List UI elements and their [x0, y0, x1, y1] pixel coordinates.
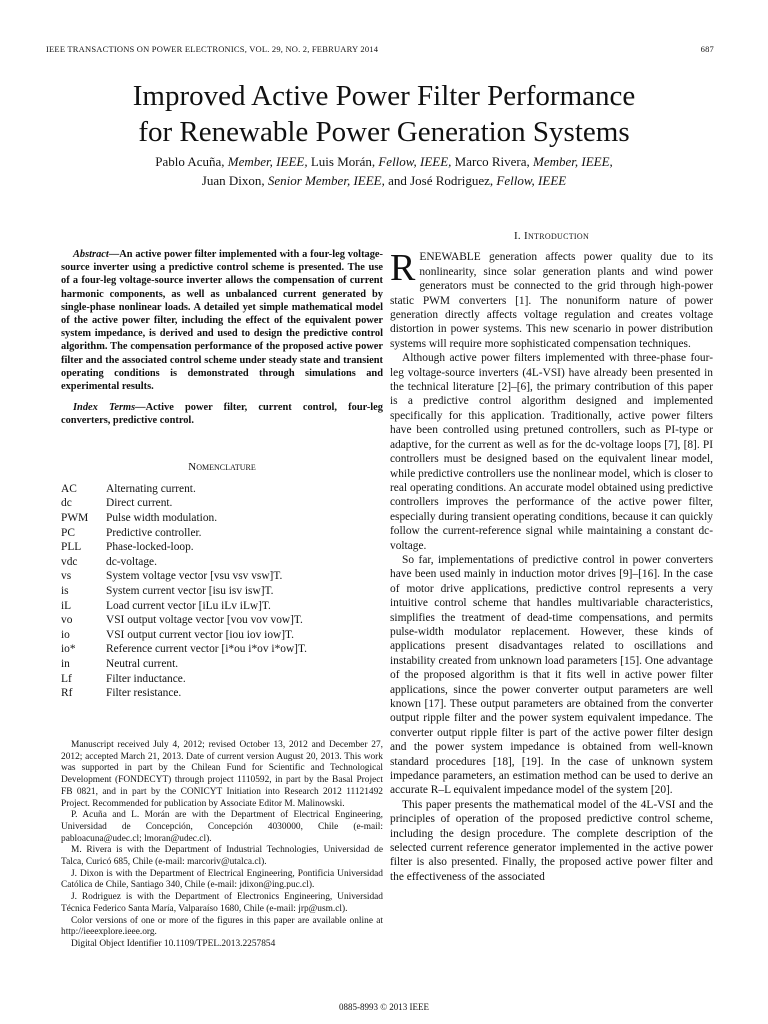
left-column — [61, 248, 383, 701]
author-name: and José Rodriguez, — [388, 173, 494, 188]
title-line-2: for Renewable Power Generation Systems — [138, 116, 630, 148]
author-role: Member, IEEE, — [227, 154, 308, 169]
nomenclature-description: System voltage vector [vsu vsv vsw]T. — [106, 570, 283, 583]
nomenclature-row — [61, 555, 307, 570]
abstract-label: Abstract — [73, 249, 109, 260]
paper-title — [0, 78, 768, 150]
nomenclature-row — [61, 686, 307, 701]
index-terms — [61, 401, 383, 427]
nomenclature-symbol: PLL — [61, 541, 82, 554]
nomenclature-row — [61, 569, 307, 584]
nomenclature-description: System current vector [isu isv isw]T. — [106, 585, 274, 597]
footnote: J. Dixon is with the Department of Electrical Engineering, Pontificia Universidad Católica de Chile, Santiago 340, Chile (e-mail: jdixon@ing.puc.cl). — [61, 868, 383, 891]
page-number: 687 — [700, 44, 714, 54]
nomenclature-description: Neutral current. — [106, 657, 179, 670]
nomenclature-symbol: PWM — [61, 512, 89, 525]
nomenclature-row — [61, 511, 307, 526]
author-name: Luis Morán, — [310, 154, 376, 169]
footnote: Color versions of one or more of the figures in this paper are available online at http://ieeexplore.ieee.org. — [61, 915, 383, 938]
intro-paragraph-2: Although active power filters implemented with three-phase four-leg voltage-source inverters (4L-VSI) have already been presented in the technical literature [2]–[6], the primary contribution of this paper is a predictive control algorithm designed and implemented specifically for this application. Traditionally, active power filters have been controlled using pretuned controllers, such as PI-type or adaptive, for the current as well as for the dc-voltage loops [7], [8]. PI controllers must be designed based on the equivalent linear model, while predictive controllers use the nonlinear model, which is closer to real operating conditions. An accurate model obtained using predictive controllers improves the performance of the active power filter, especially during transient operating conditions, because it can quickly follow the current-reference signal while maintaining a constant dc-voltage. — [390, 352, 713, 552]
nomenclature-row — [61, 642, 307, 657]
nomenclature-description: Pulse width modulation. — [106, 512, 218, 525]
journal-name: IEEE TRANSACTIONS ON POWER ELECTRONICS, VOL. 29, NO. 2, FEBRUARY 2014 — [46, 44, 379, 54]
intro-paragraph-3: So far, implementations of predictive control in power converters have been used mainly in induction motor drives [9]–[16]. In the case of motor drive applications, predictive control represents a very intuitive control scheme that handles multivariable characteristics, simplifies the treatment of dead-time compensations, and permits pulse-width modulator replacement. However, these kinds of applications present disadvantages related to oscillations and instability created from unknown load parameters [15]. One advantage of the proposed algorithm is that it fits well in active power filter applications, since the power converter output parameters are well known [17]. These output parameters are obtained from the converter output ripple filter and the power system equivalent impedance. The converter output ripple filter is part of the active power filter design and the power system impedance is obtained from well-known standard procedures [18], [19]. In the case of unknown system impedance parameters, an estimation method can be used to derive an accurate R–L equivalent impedance model of the system [20]. — [390, 553, 713, 797]
nomenclature-row — [61, 628, 307, 643]
paragraph-text: ENEWABLE generation affects power quality due to its nonlinearity, since solar generation plants and wind power generators must be connected to the grid through high-power static PWM converters [1]. The nonuniform nature of power generation directly affects voltage regulation and creates voltage distortion in power systems. This new scenario in power distribution systems will require more sophisticated compensation techniques. — [390, 251, 713, 350]
nomenclature-description: Alternating current. — [106, 482, 196, 495]
intro-paragraph-1 — [390, 247, 713, 351]
author-name: Marco Rivera, — [454, 154, 530, 169]
nomenclature-symbol: is — [61, 585, 69, 597]
nomenclature-symbol: vdc — [61, 555, 78, 568]
section-heading: I. Introduction — [513, 230, 590, 242]
copyright-footer: 0885-8993 © 2013 IEEE — [338, 1002, 430, 1012]
author-list — [0, 152, 768, 190]
running-header — [46, 44, 714, 54]
nomenclature-symbol: io — [61, 628, 70, 641]
nomenclature-row — [61, 482, 307, 497]
nomenclature-row — [61, 657, 307, 672]
nomenclature-description: VSI output current vector [iou iov iow]T. — [106, 628, 295, 641]
nomenclature-description: VSI output voltage vector [vou vov vow]T. — [106, 614, 303, 627]
nomenclature-row — [61, 672, 307, 687]
footnote: J. Rodriguez is with the Department of Electronics Engineering, Universidad Técnica Federico Santa María, Valparaíso 1680, Chile (e-mail: jrp@usm.cl). — [61, 892, 383, 914]
author-name: Pablo Acuña, — [155, 154, 225, 169]
nomenclature-heading: Nomenclature — [188, 460, 256, 473]
nomenclature-description: Phase-locked-loop. — [106, 541, 194, 554]
nomenclature-symbol: AC — [61, 482, 77, 495]
nomenclature-row — [61, 613, 307, 628]
author-line-1 — [0, 152, 768, 171]
nomenclature-symbol: in — [61, 657, 70, 670]
footnotes — [61, 740, 383, 951]
nomenclature-description: Predictive controller. — [106, 526, 202, 539]
footnote: Manuscript received July 4, 2012; revised October 13, 2012 and December 27, 2012; accepted March 21, 2013. Date of current version August 20, 2013. This work was supported in part by the Chilean Fund for Scientific and Technological Development (FONDECYT) through project 1110592, in part by the Basal Project FB 0821, and in part by the CONICYT Initiation into Research 2012 11121492 Project. Recommended for publication by Associate Editor M. Malinowski. — [61, 740, 383, 809]
author-role: Fellow, IEEE — [496, 173, 567, 188]
author-role: Fellow, IEEE, — [378, 154, 452, 169]
author-role: Senior Member, IEEE, — [267, 173, 385, 188]
footnote: P. Acuña and L. Morán are with the Department of Electrical Engineering, Universidad de Concepción, Concepción 4030000, Chile (e-mail: pabloacuna@udec.cl; lmoran@udec.cl). — [61, 810, 383, 844]
nomenclature-description: Reference current vector [i*ou i*ov i*ow]T. — [106, 643, 307, 656]
nomenclature-symbol: Lf — [61, 672, 72, 685]
nomenclature-row — [61, 496, 307, 511]
nomenclature-description: Load current vector [iLu iLv iLw]T. — [106, 599, 271, 612]
nomenclature-symbol: io* — [61, 643, 76, 656]
nomenclature-symbol: dc — [61, 497, 72, 510]
nomenclature-symbol: PC — [61, 526, 75, 539]
nomenclature-symbol: iL — [61, 599, 72, 612]
nomenclature-description: dc-voltage. — [106, 555, 157, 568]
author-name: Juan Dixon, — [201, 173, 265, 188]
nomenclature-row — [61, 599, 307, 614]
nomenclature-row — [61, 584, 307, 599]
right-column — [390, 229, 713, 884]
title-line-1: Improved Active Power Filter Performance — [132, 80, 636, 112]
author-line-2 — [0, 171, 768, 190]
index-terms-text: —Active power filter, current control, four-leg converters, predictive control. — [61, 402, 383, 427]
abstract — [61, 248, 383, 393]
nomenclature-row — [61, 526, 307, 541]
footnote: Digital Object Identifier 10.1109/TPEL.2013.2257854 — [71, 938, 276, 949]
nomenclature-description: Filter inductance. — [106, 672, 186, 685]
nomenclature-table — [61, 482, 307, 701]
footnote: M. Rivera is with the Department of Industrial Technologies, Universidad de Talca, Curicó 685, Chile (e-mail: marcoriv@utalca.cl). — [61, 845, 383, 868]
nomenclature-symbol: Rf — [61, 687, 73, 700]
abstract-text: —An active power filter implemented with a four-leg voltage-source inverter using a predictive control scheme is presented. The use of a four-leg voltage-source inverter allows the compensation of current harmonic components, as well as unbalanced current generated by single-phase nonlinear loads. A detailed yet simple mathematical model of the active power filter, including the effect of the equivalent power system impedance, is derived and used to design the predictive control algorithm. The compensation performance of the proposed active power filter and the associated control scheme under steady state and transient operating conditions is demonstrated through simulations and experimental results. — [61, 249, 383, 393]
author-role: Member, IEEE, — [533, 154, 613, 169]
intro-paragraph-4: This paper presents the mathematical model of the 4L-VSI and the principles of operation of the proposed predictive control scheme, including the design procedure. The complete description of the selected current reference generator implemented in the active power filter is also presented. Finally, the proposed active power filter and the effectiveness of the associated — [390, 798, 713, 883]
drop-cap: R — [390, 247, 416, 290]
index-terms-label: Index Terms — [73, 402, 136, 414]
nomenclature-row — [61, 540, 307, 555]
nomenclature-symbol: vs — [61, 570, 72, 583]
nomenclature-symbol: vo — [61, 614, 73, 627]
nomenclature-description: Filter resistance. — [106, 687, 182, 700]
nomenclature-description: Direct current. — [106, 497, 173, 510]
